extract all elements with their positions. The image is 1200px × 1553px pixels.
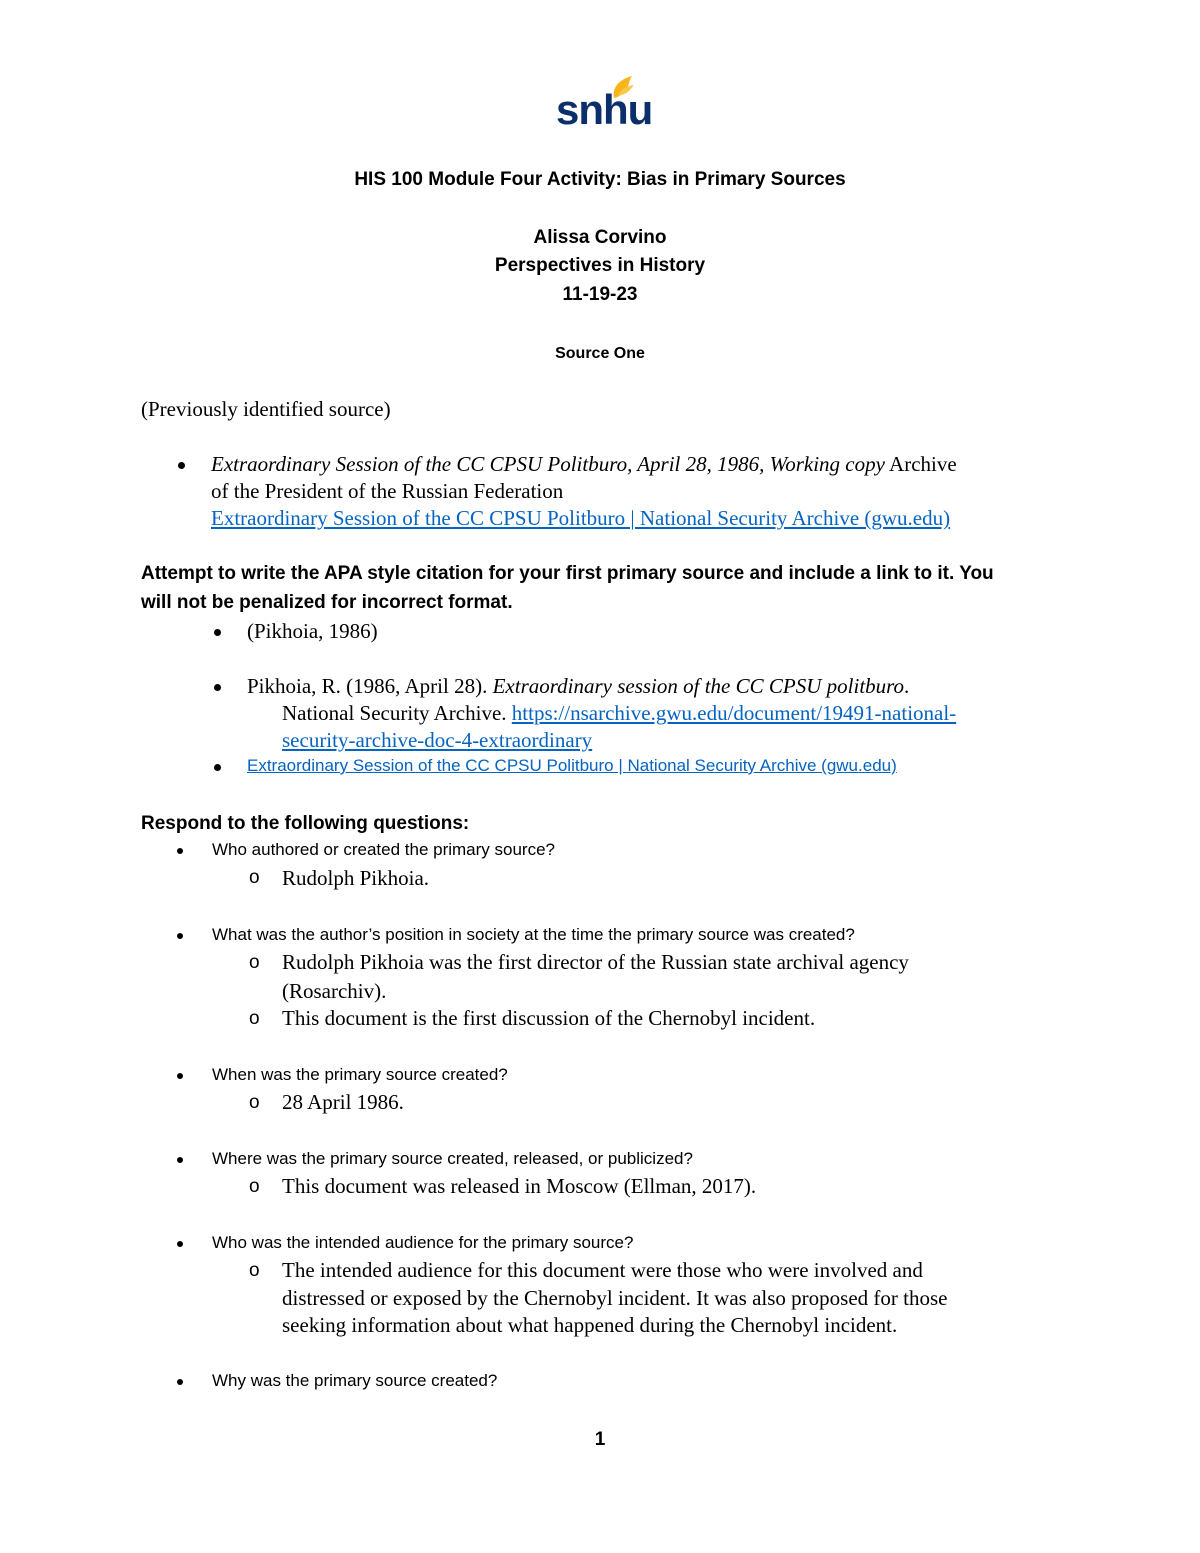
reference-title: Extraordinary session of the CC CPSU politburo	[492, 674, 905, 698]
source-link[interactable]: Extraordinary Session of the CC CPSU Politburo | National Security Archive (gwu.edu)	[211, 506, 951, 530]
bullet-icon	[214, 629, 221, 636]
answer-5-line3: seeking information about what happened during the Chernobyl incident.	[282, 1313, 898, 1337]
course-name: Perspectives in History	[494, 255, 706, 276]
answer-2b: This document is the first discussion of the Chernobyl incident.	[282, 1006, 816, 1030]
reference-url-part1[interactable]: https://nsarchive.gwu.edu/document/19491-national-	[511, 701, 957, 725]
answer-1: Rudolph Pikhoia.	[282, 866, 430, 890]
circle-bullet-icon: o	[249, 1008, 260, 1029]
answer-5-line1: The intended audience for this document were those who were involved and	[282, 1258, 923, 1282]
reference-url-text[interactable]: security-archive-doc-4-extraordinary	[282, 728, 593, 752]
source-citation-line2: of the President of the Russian Federation	[211, 479, 564, 503]
section-heading: Source One	[555, 345, 645, 362]
reference-author: Pikhoia, R. (1986, April 28).	[247, 674, 493, 698]
document-date: 11-19-23	[562, 284, 638, 305]
bullet-icon	[177, 1157, 183, 1163]
page-number: 1	[594, 1429, 606, 1450]
source-archive: Archive	[884, 452, 957, 476]
source-intro: (Previously identified source)	[141, 397, 391, 421]
reference-publisher: National Security Archive.	[282, 701, 512, 725]
bullet-icon	[177, 848, 183, 854]
answer-3: 28 April 1986.	[282, 1090, 404, 1114]
bullet-icon	[177, 1379, 183, 1385]
source-italic-title: Extraordinary Session of the CC CPSU Politburo, April 28, 1986, Working copy	[211, 452, 885, 476]
citation-prompt-line1: Attempt to write the APA style citation for your first primary source and include a link to it. You	[141, 563, 994, 584]
circle-bullet-icon: o	[249, 867, 260, 888]
bullet-icon	[177, 1073, 183, 1079]
question-5: Who was the intended audience for the primary source?	[212, 1233, 634, 1252]
logo-text: snhu	[556, 86, 653, 133]
reference-line2	[282, 701, 956, 726]
question-6: Why was the primary source created?	[212, 1371, 498, 1390]
answer-2-line2: (Rosarchiv).	[282, 979, 387, 1003]
bullet-icon	[177, 1241, 183, 1247]
citation-prompt-line2: will not be penalized for incorrect format.	[141, 592, 513, 613]
intext-citation: (Pikhoia, 1986)	[247, 619, 378, 643]
citation-link[interactable]: Extraordinary Session of the CC CPSU Politburo | National Security Archive (gwu.edu)	[247, 756, 897, 775]
reference-line1	[247, 674, 909, 699]
answer-5-line2: distressed or exposed by the Chernobyl incident. It was also proposed for those	[282, 1286, 948, 1310]
reference-url-part2[interactable]	[247, 728, 592, 753]
bullet-icon	[214, 684, 221, 691]
reference-period: .	[904, 674, 910, 698]
question-4: Where was the primary source created, released, or publicized?	[212, 1149, 693, 1168]
circle-bullet-icon: o	[249, 1260, 260, 1281]
bullet-icon	[177, 933, 183, 939]
bullet-icon	[178, 462, 185, 469]
document-title: HIS 100 Module Four Activity: Bias in Primary Sources	[354, 169, 846, 190]
snhu-logo	[552, 72, 653, 134]
questions-heading: Respond to the following questions:	[141, 813, 470, 834]
answer-2-line1: Rudolph Pikhoia was the first director of the Russian state archival agency	[282, 950, 909, 974]
bullet-icon	[214, 764, 221, 771]
question-2: What was the author’s position in society at the time the primary source was created?	[212, 925, 855, 944]
circle-bullet-icon: o	[249, 952, 260, 973]
question-1: Who authored or created the primary source?	[212, 840, 556, 859]
author-name: Alissa Corvino	[533, 227, 667, 248]
circle-bullet-icon: o	[249, 1092, 260, 1113]
question-3: When was the primary source created?	[212, 1065, 508, 1084]
circle-bullet-icon: o	[249, 1176, 260, 1197]
source-citation-line1	[211, 452, 957, 477]
answer-4: This document was released in Moscow (Ellman, 2017).	[282, 1174, 757, 1198]
